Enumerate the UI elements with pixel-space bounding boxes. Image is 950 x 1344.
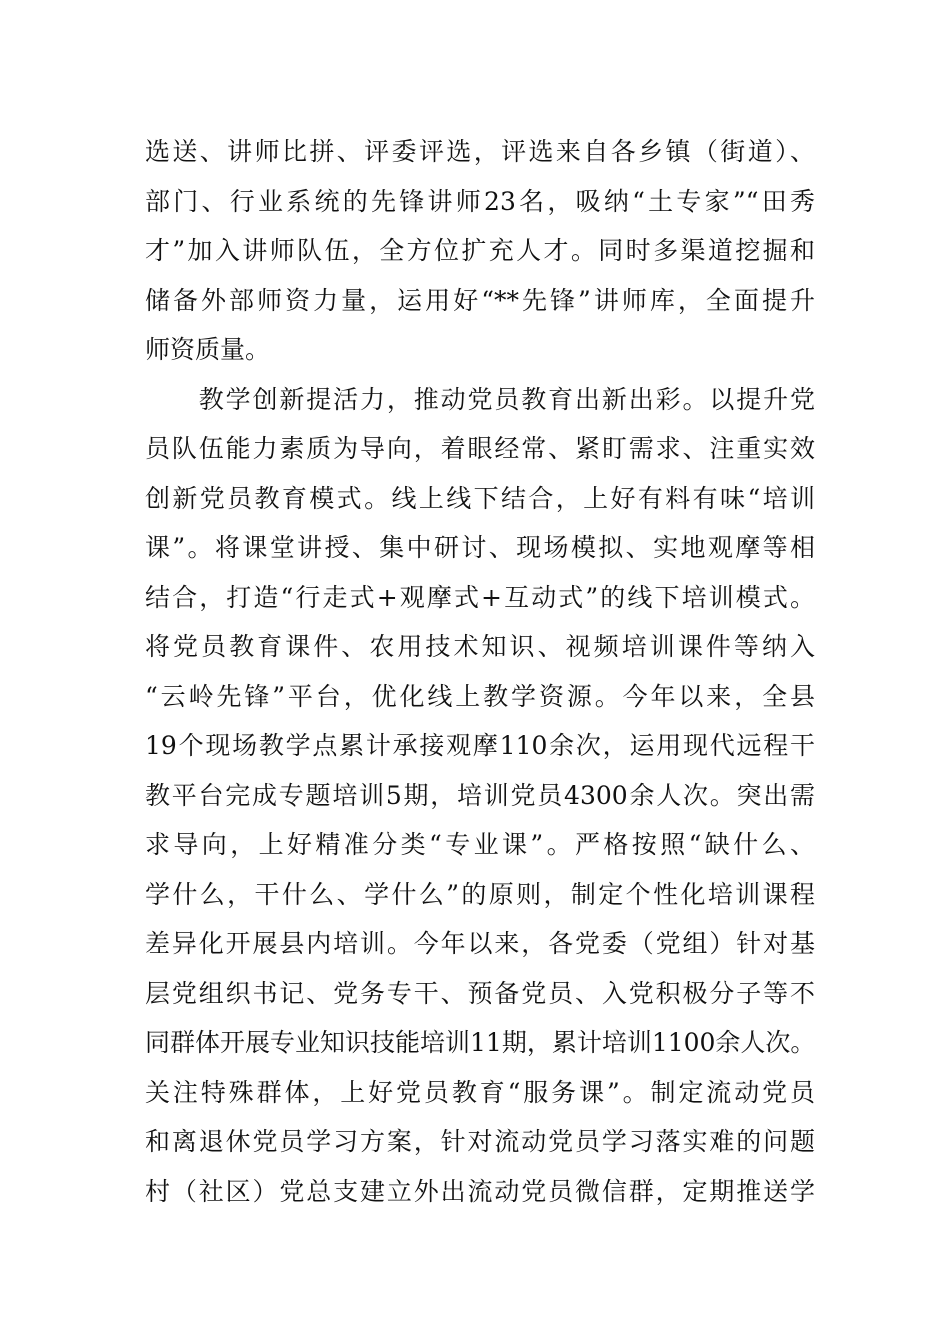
text-line: 层党组织书记、党务专干、预备党员、入党积极分子等不 — [145, 978, 815, 1008]
text-line: 关注特殊群体，上好党员教育“服务课”。制定流动党员 — [145, 1077, 815, 1107]
text-line: 教学创新提活力，推动党员教育出新出彩。以提升党 — [145, 384, 815, 414]
text-line: 创新党员教育模式。线上线下结合，上好有料有味“培训 — [145, 483, 815, 513]
text-line: 师资质量。 — [145, 335, 271, 364]
text-line: 才”加入讲师队伍，全方位扩充人才。同时多渠道挖掘和 — [145, 236, 815, 265]
paragraph-2 — [145, 375, 815, 1266]
text-line: 求导向，上好精准分类“专业课”。严格按照“缺什么、 — [145, 830, 815, 859]
paragraph-1 — [145, 127, 815, 375]
text-line: “云岭先锋”平台，优化线上教学资源。今年以来，全县 — [145, 681, 815, 711]
text-line: 员队伍能力素质为导向，着眼经常、紧盯需求、注重实效 — [145, 434, 815, 463]
text-line: 教平台完成专题培训5期，培训党员4300余人次。突出需 — [145, 780, 815, 810]
document-body — [145, 127, 815, 1266]
text-line: 将党员教育课件、农用技术知识、视频培训课件等纳入 — [145, 632, 815, 661]
text-line: 村（社区）党总支建立外出流动党员微信群，定期推送学 — [145, 1176, 815, 1206]
text-line — [145, 1216, 815, 1266]
text-line: 部门、行业系统的先锋讲师23名，吸纳“土专家”“田秀 — [145, 186, 815, 216]
text-line: 储备外部师资力量，运用好“**先锋”讲师库，全面提升 — [145, 285, 815, 315]
text-line: 课”。将课堂讲授、集中研讨、现场模拟、实地观摩等相 — [145, 533, 815, 562]
text-line: 和离退休党员学习方案，针对流动党员学习落实难的问题 — [145, 1127, 815, 1156]
text-line: 19个现场教学点累计承接观摩110余次，运用现代远程干 — [145, 731, 815, 760]
text-line: 差异化开展县内培训。今年以来，各党委（党组）针对基 — [145, 929, 815, 958]
text-line: 选送、讲师比拼、评委评选，评选来自各乡镇（街道）、 — [145, 137, 815, 166]
text-line: 同群体开展专业知识技能培训11期，累计培训1100余人次。 — [145, 1028, 816, 1057]
text-line: 结合，打造“行走式+观摩式+互动式”的线下培训模式。 — [145, 582, 815, 612]
text-line: 学什么，干什么、学什么”的原则，制定个性化培训课程 — [145, 879, 815, 909]
